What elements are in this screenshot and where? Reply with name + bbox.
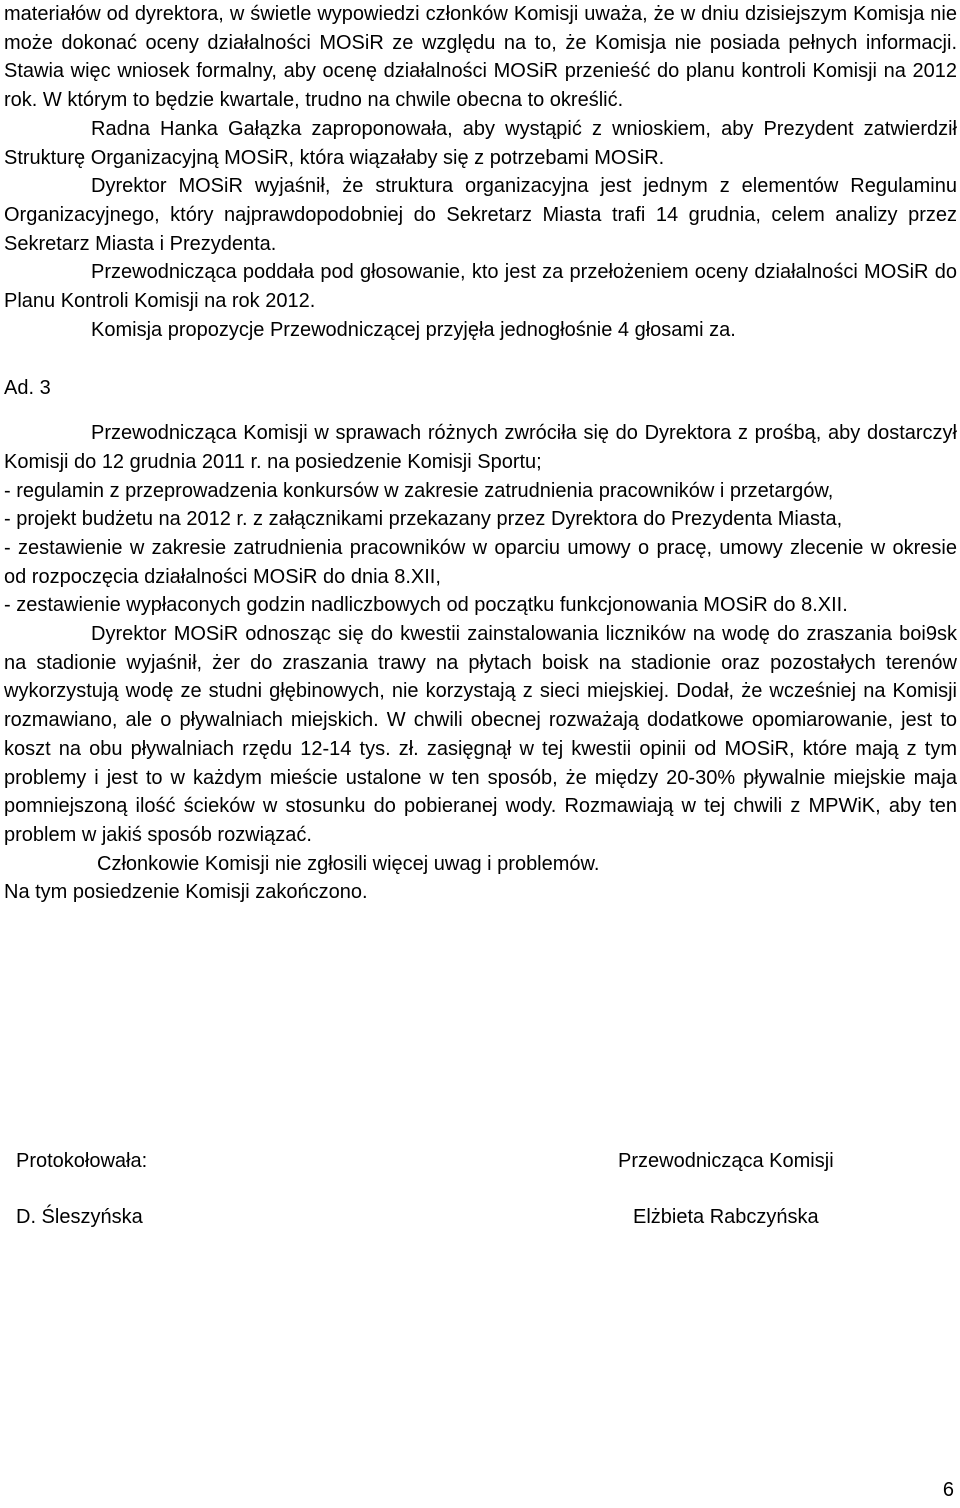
list-item-employment: - zestawienie w zakresie zatrudnienia pracowników w oparciu umowy o pracę, umowy zlecenie w okresie od rozpoczęcia działalności MOSiR do dnia 8.XII, (4, 536, 957, 588)
agenda-item-heading: Ad. 3 (4, 377, 51, 400)
paragraph-hanka-galazka: Radna Hanka Gałązka zaproponowała, aby wystąpić z wnioskiem, aby Prezydent zatwierdził Strukturę Organizacyjną MOSiR, która wiązałaby się z potrzebami MOSiR. (4, 117, 957, 169)
page-number: 6 (942, 1479, 954, 1501)
paragraph-request: Przewodnicząca Komisji w sprawach różnych zwróciła się do Dyrektora z prośbą, aby dostarczył Komisji do 12 grudnia 2011 r. na posiedzenie Komisji Sportu; (4, 422, 957, 473)
document-page (4, 0, 957, 907)
paragraph-water-meters: Dyrektor MOSiR odnosząc się do kwestii zainstalowania liczników na wodę do zraszania boi9sk na stadionie wyjaśnił, żer do zraszania trawy na płytach boisk na stadionie oraz pozostałych terenów wykorzystują wodę ze studni głębinowych, nie korzystają z sieci miejskiej. Dodał, że wcześniej na Komisji rozmawiano, ale o pływalniach miejskich. W chwili obecnej rozważają dodatkowe opomiarowanie, jest to koszt na obu pływalniach rzędu 12-14 tys. zł. zasięgnął w tej kwestii opinii od MOSiR, które mają z tym problemy i jest to w każdym mieście ustalone w ten sposób, że między 20-30% pływalnie miejskie maja pomniejszoną ilość ścieków w stosunku do pobieranej wody. Rozmawiają w tej chwili z MPWiK, aby ten problem w jakiś sposób rozwiązać. (4, 623, 957, 846)
signature-right-name: Elżbieta Rabczyńska (633, 1206, 819, 1228)
paragraph-opening: materiałów od dyrektora, w świetle wypowiedzi członków Komisji uważa, że w dniu dzisiejszym Komisja nie może dokonać oceny działalności MOSiR ze względu na to, że Komisja nie posiada pełnych informacji. Stawia więc wniosek formalny, aby ocenę działalności MOSiR przenieść do planu kontroli Komisji na 2012 rok. W którym to będzie kwartale, trudno na chwile obecna to określić. (4, 3, 957, 112)
paragraph-closing: Na tym posiedzenie Komisji zakończono. (4, 881, 368, 904)
signature-left-label: Protokołowała: (16, 1150, 148, 1172)
signature-left-name: D. Śleszyńska (16, 1206, 143, 1228)
signature-right-label: Przewodnicząca Komisji (618, 1150, 834, 1172)
paragraph-vote-result: Komisja propozycje Przewodniczącej przyjęła jednogłośnie 4 głosami za. (91, 318, 736, 341)
paragraph-director-structure: Dyrektor MOSiR wyjaśnił, że struktura organizacyjna jest jednym z elementów Regulaminu Organizacyjnego, który najprawdopodobniej do Sekretarz Miasta trafi 14 grudnia, celem analizy przez Sekretarz Miasta i Prezydenta. (4, 175, 957, 255)
paragraph-no-remarks: Członkowie Komisji nie zgłosili więcej uwag i problemów. (97, 852, 600, 875)
paragraph-vote: Przewodnicząca poddała pod głosowanie, kto jest za przełożeniem oceny działalności MOSiR do Planu Kontroli Komisji na rok 2012. (4, 261, 957, 313)
list-item-overtime: - zestawienie wypłaconych godzin nadliczbowych od początku funkcjonowania MOSiR do 8.XII. (4, 594, 848, 617)
list-item-budget: - projekt budżetu na 2012 r. z załącznikami przekazany przez Dyrektora do Prezydenta Miasta, (4, 508, 843, 531)
list-item-regulations: - regulamin z przeprowadzenia konkursów w zakresie zatrudnienia pracowników i przetargów, (4, 479, 834, 502)
